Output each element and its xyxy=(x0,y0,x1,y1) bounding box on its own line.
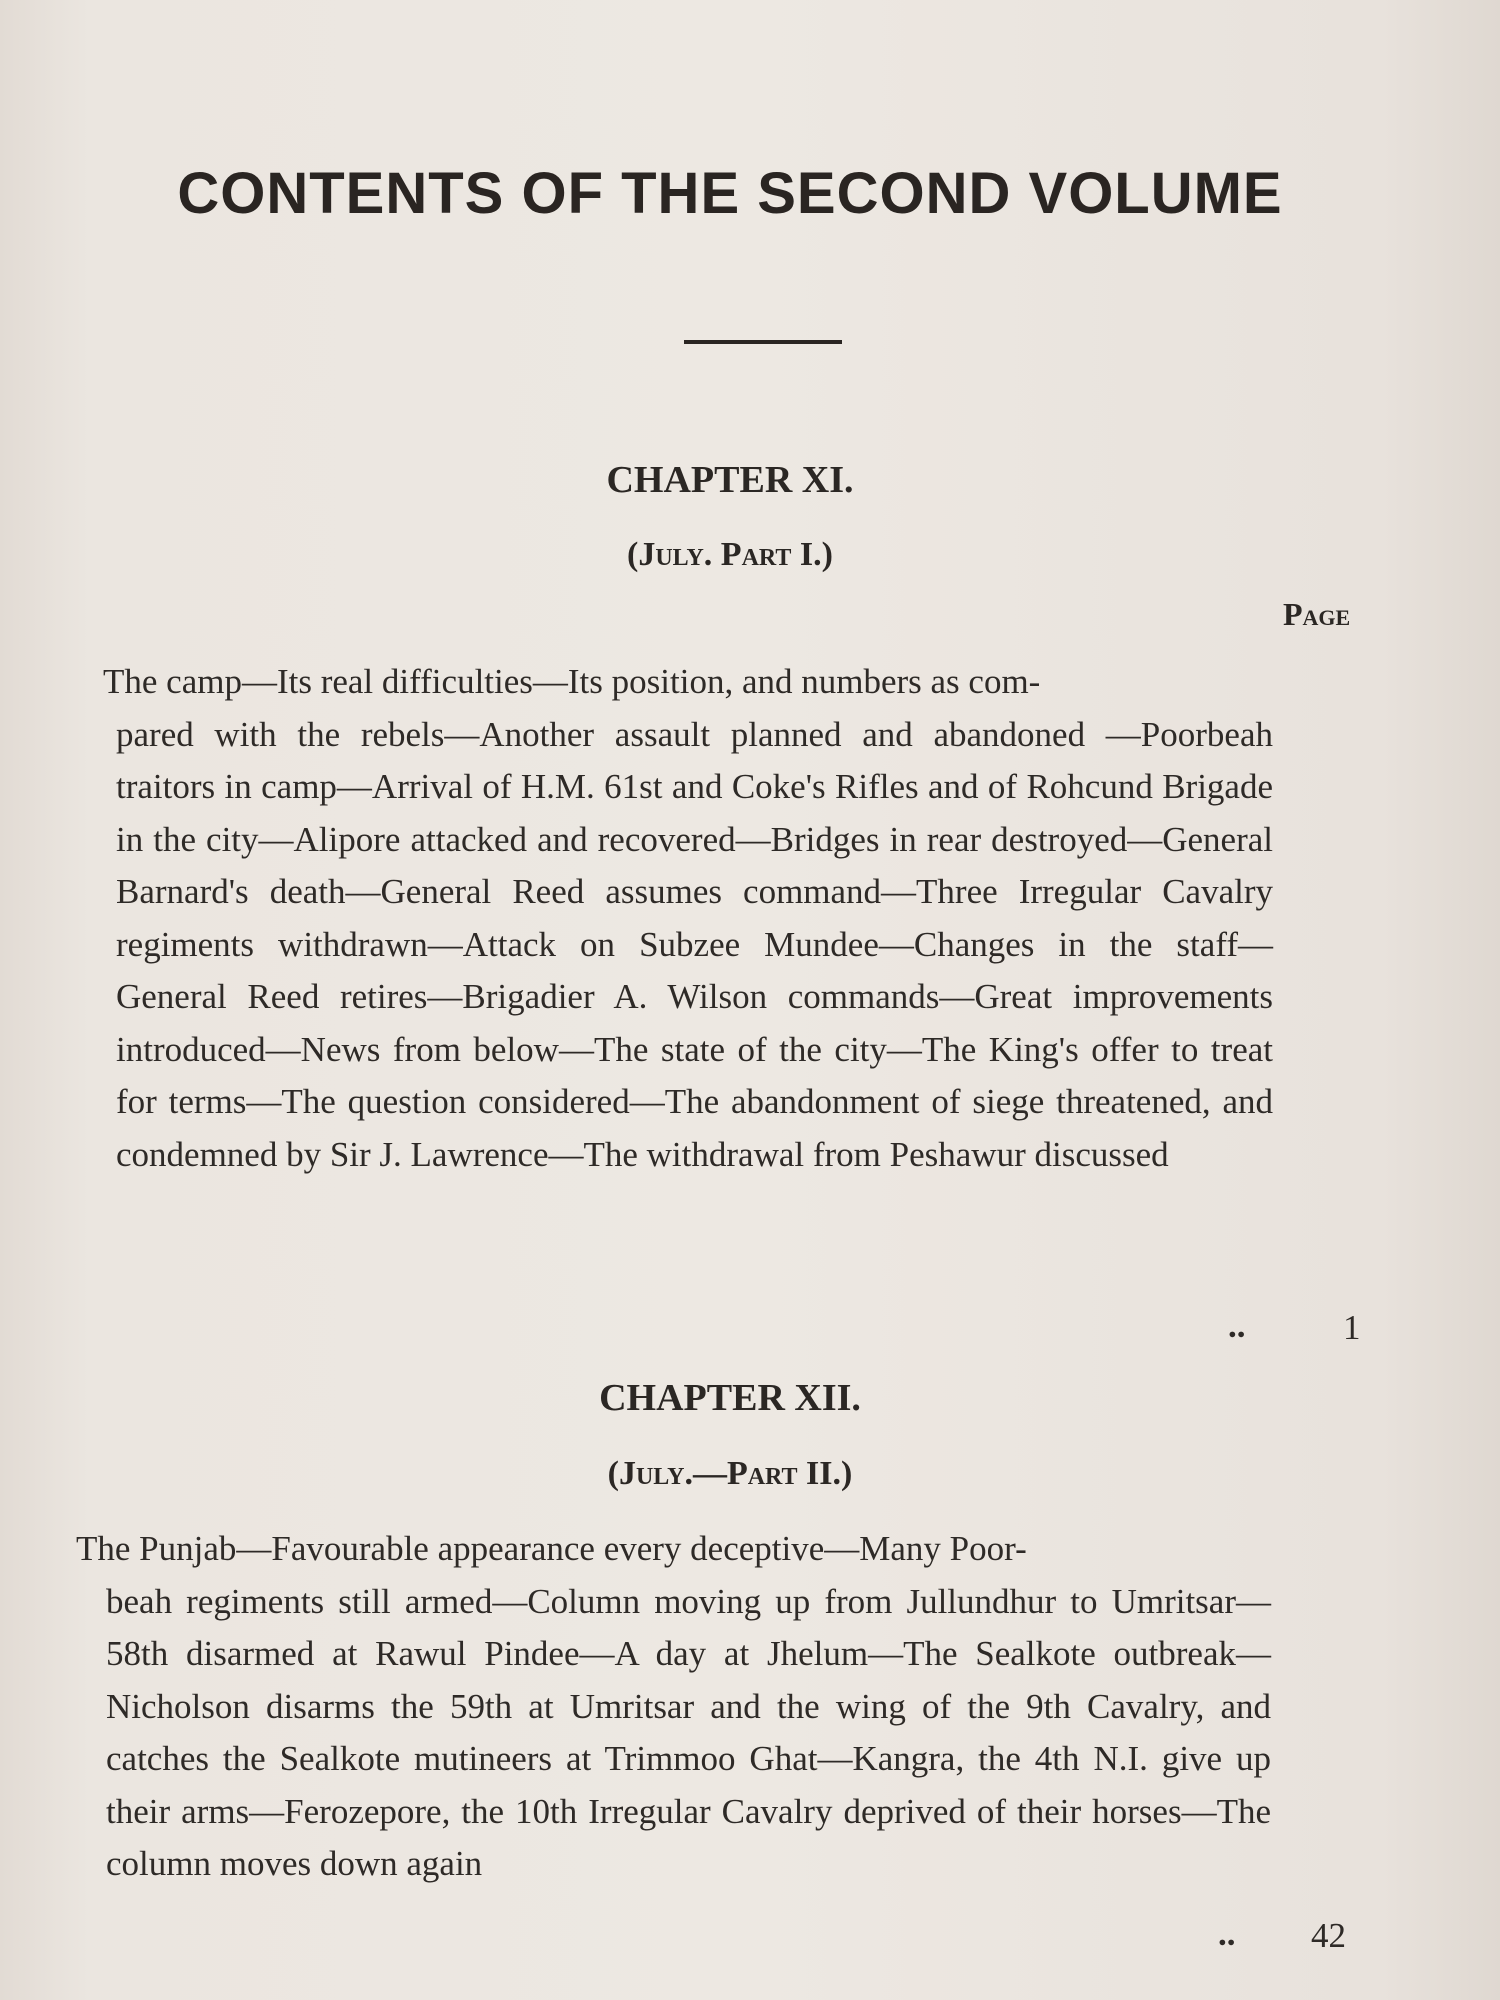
chapter-xii-leader: .. xyxy=(1218,1914,1236,1953)
chapter-xii-summary-text: beah regiments still armed—Column moving up from Jullundhur to Umritsar—58th disarmed at Rawul Pindee—A day at Jhelum—The Sealkote outbreak—Nicholson disarms the 59th at Umritsar and the wing of the 9th Cavalry, and catches the Sealkote mutineers at Trimmoo Ghat—Kangra, the 4th N.I. give up their arms—Ferozepore, the 10th Irregular Cavalry deprived of their horses—The column moves down again xyxy=(106,1581,1271,1883)
chapter-xi-summary xyxy=(103,656,1273,1181)
chapter-xi-page-number: 1 xyxy=(1343,1308,1361,1347)
chapter-xii-summary-first-line: The Punjab—Favourable appearance every deceptive—Many Poor- xyxy=(76,1529,1027,1568)
title-rule xyxy=(684,340,842,344)
chapter-xii-heading: CHAPTER XII. xyxy=(599,1377,861,1419)
chapter-xi-leader: .. xyxy=(1228,1306,1246,1345)
page-title: CONTENTS OF THE SECOND VOLUME xyxy=(177,161,1283,226)
chapter-xii-page-number: 42 xyxy=(1311,1916,1346,1955)
chapter-xi-heading: CHAPTER XI. xyxy=(606,459,854,501)
page-column-label: Page xyxy=(1283,596,1351,632)
chapter-xi-summary-text: pared with the rebels—Another assault planned and abandoned —Poorbeah traitors in camp—Arrival of H.M. 61st and Coke's Rifles and of Rohcund Brigade in the city—Alipore attacked and recovered—Bridges in rear destroyed—General Barnard's death—General Reed assumes command—Three Irregular Cavalry regiments withdrawn—Attack on Subzee Mundee—Changes in the staff—General Reed retires—Brigadier A. Wilson commands—Great improvements introduced—News from below—The state of the city—The King's offer to treat for terms—The question considered—The abandonment of siege threatened, and condemned by Sir J. Lawrence—The withdrawal from Peshawur discussed xyxy=(116,714,1273,1174)
chapter-xii-summary xyxy=(76,1523,1271,1891)
chapter-xi-subtitle: (July. Part I.) xyxy=(627,536,833,573)
chapter-xi-summary-first-line: The camp—Its real difficulties—Its position, and numbers as com- xyxy=(103,662,1041,701)
chapter-xii-subtitle: (July.—Part II.) xyxy=(607,1455,853,1492)
